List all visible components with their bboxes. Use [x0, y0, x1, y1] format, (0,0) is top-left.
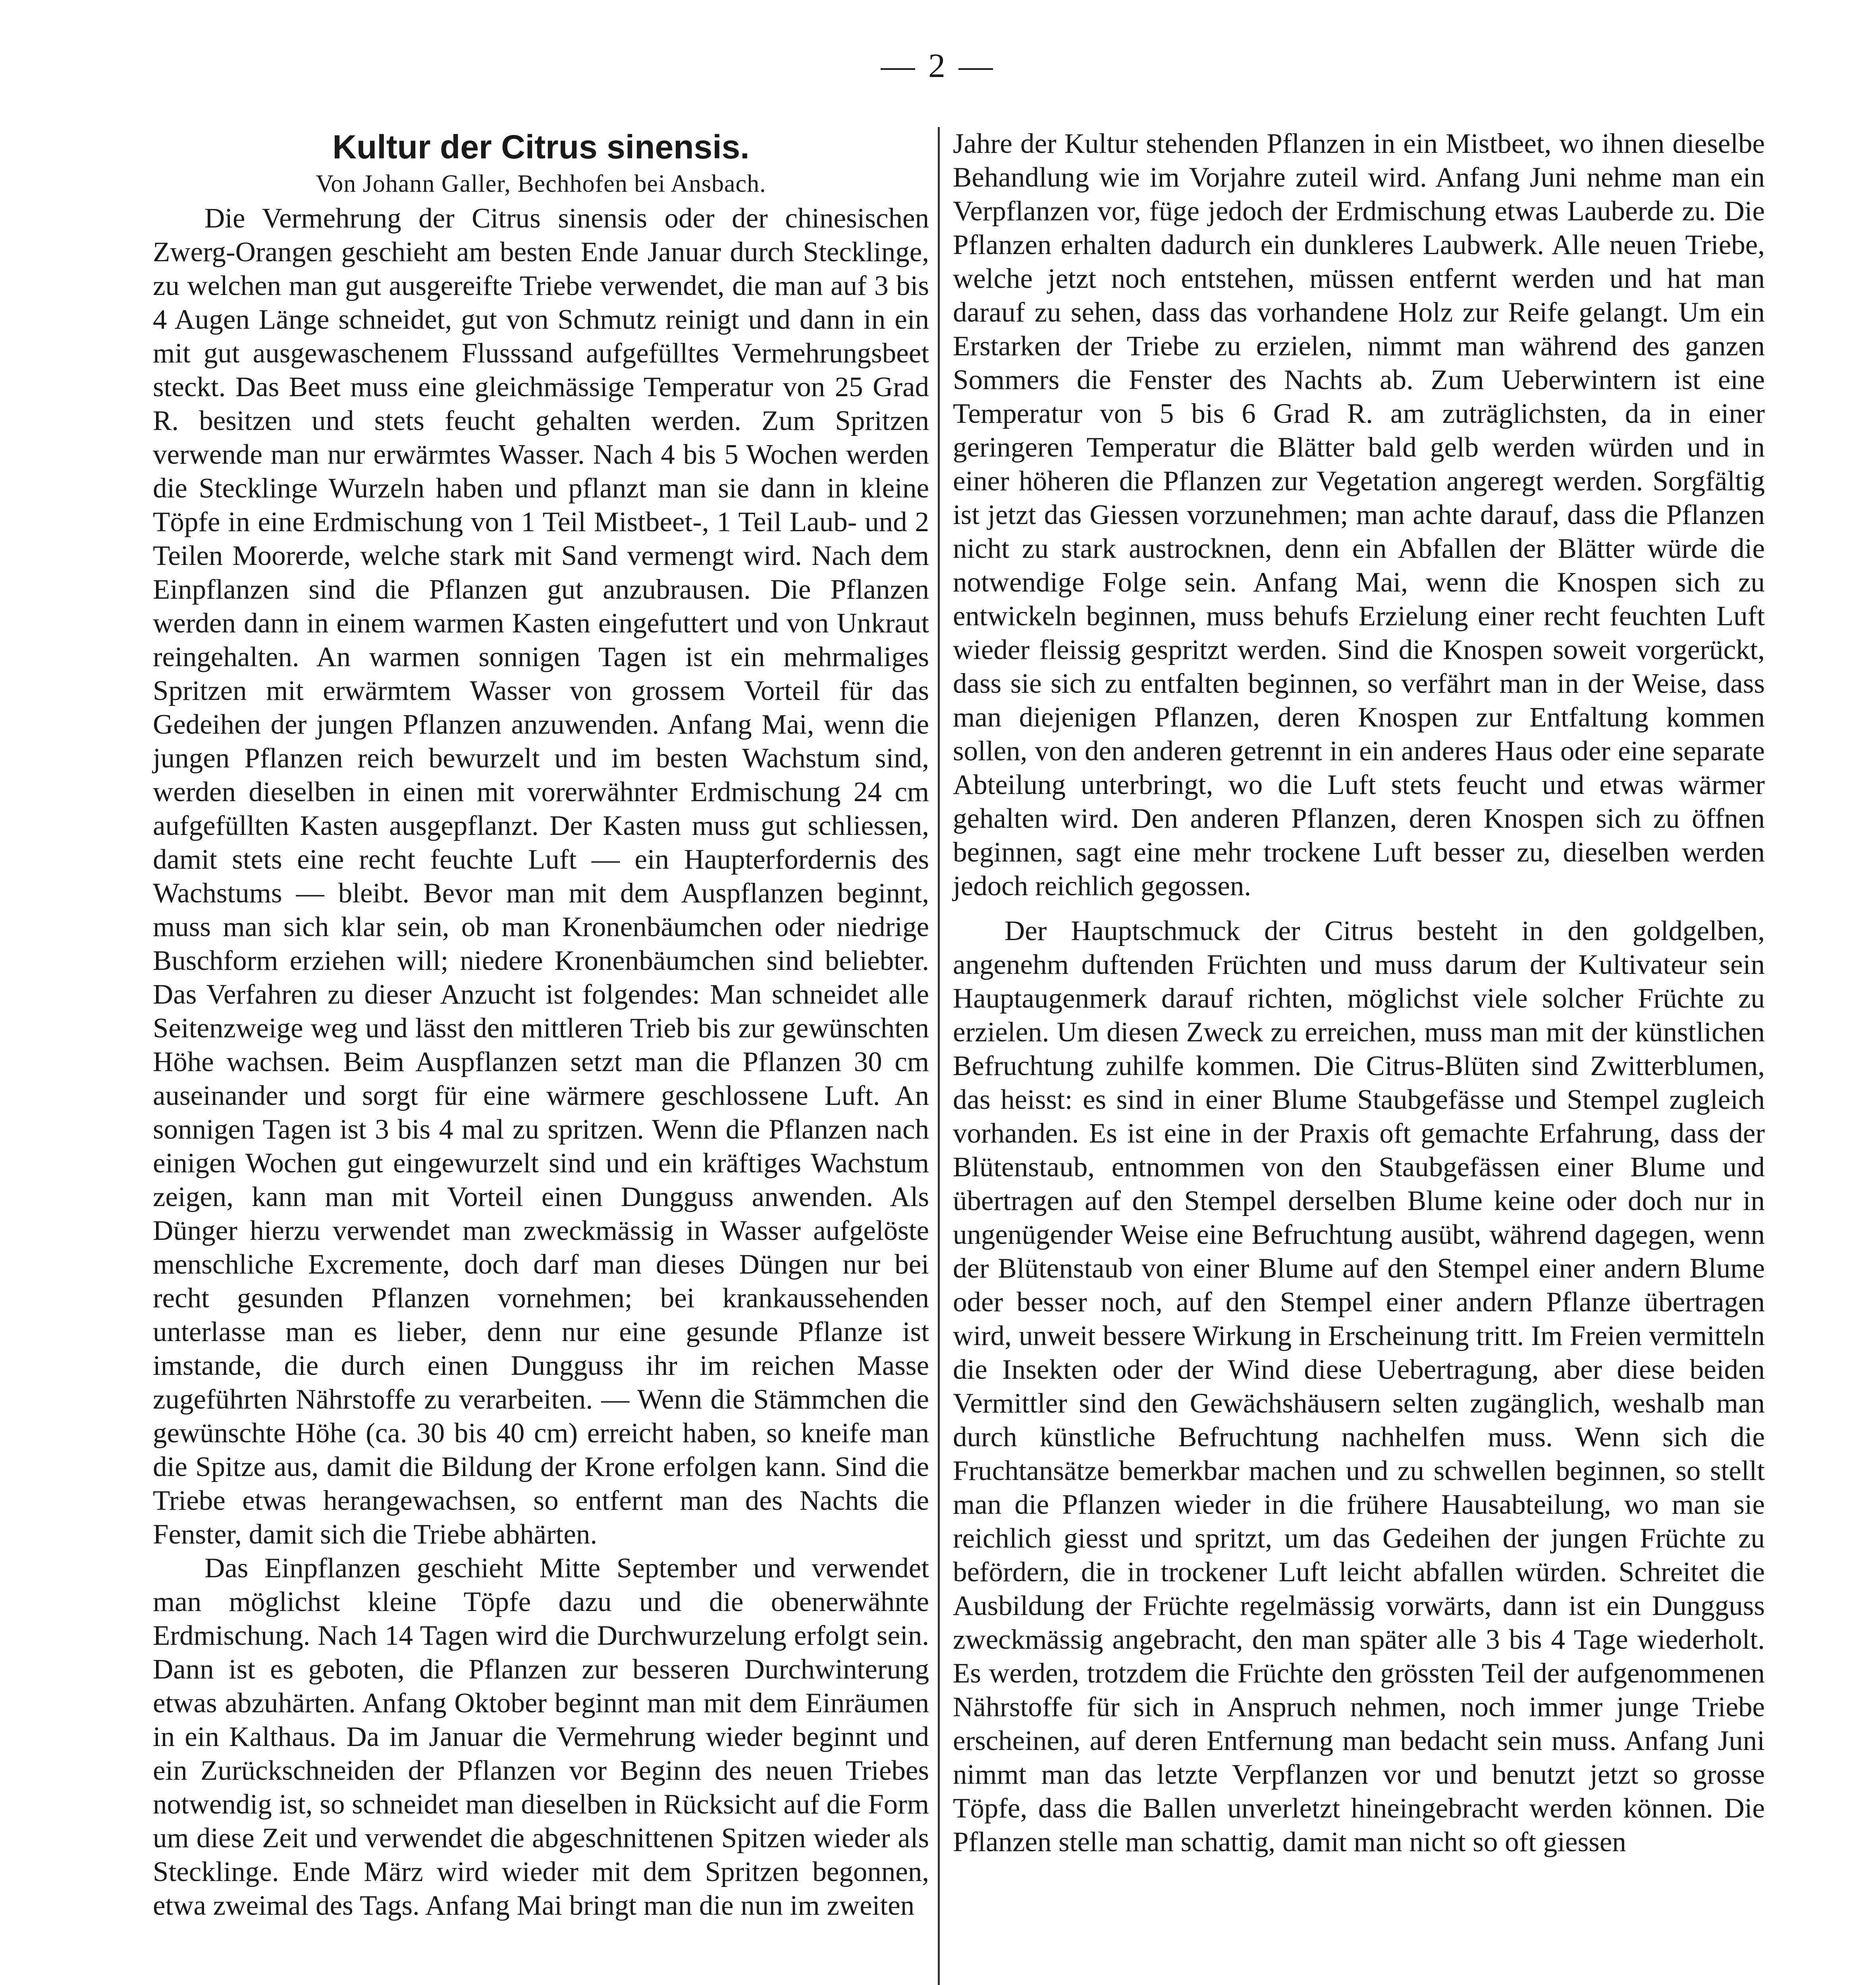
- paragraph: Die Vermehrung der Citrus sinensis oder der chinesischen Zwerg-Orangen geschieht am besten Ende Januar durch Stecklinge, zu welchen man gut ausgereifte Triebe verwendet, die man auf 3 bis 4 Augen Länge schneidet, gut von Schmutz reinigt und dann in ein mit gut ausgewaschenem Flusssand aufgefülltes Vermehrungsbeet steckt. Das Beet muss eine gleichmässige Temperatur von 25 Grad R. besitzen und stets feucht gehalten werden. Zum Spritzen verwende man nur erwärmtes Wasser. Nach 4 bis 5 Wochen werden die Stecklinge Wurzeln haben und pflanzt man sie dann in kleine Töpfe in eine Erdmischung von 1 Teil Mistbeet-, 1 Teil Laub- und 2 Teilen Moorerde, welche stark mit Sand vermengt wird. Nach dem Einpflanzen sind die Pflanzen gut anzubrausen. Die Pflanzen werden dann in einem warmen Kasten eingefuttert und von Unkraut reingehalten. An warmen sonnigen Tagen ist ein mehrmaliges Spritzen mit erwärmtem Wasser von grossem Vorteil für das Gedeihen der jungen Pflanzen anzuwenden. Anfang Mai, wenn die jungen Pflanzen reich bewurzelt und im besten Wachstum sind, werden dieselben in einen mit vorerwähnter Erdmischung 24 cm aufgefüllten Kasten ausgepflanzt. Der Kasten muss gut schliessen, damit stets eine recht feuchte Luft — ein Haupterfordernis des Wachstums — bleibt. Bevor man mit dem Auspflanzen beginnt, muss man sich klar sein, ob man Kronenbäumchen oder niedrige Buschform erziehen will; niedere Kronenbäumchen sind beliebter. Das Verfahren zu dieser Anzucht ist folgendes: Man schneidet alle Seitenzweige weg und lässt den mittleren Trieb bis zur gewünschten Höhe wachsen. Beim Auspflanzen setzt man die Pflanzen 30 cm auseinander und sorgt für eine wärmere geschlossene Luft. An sonnigen Tagen ist 3 bis 4 mal zu spritzen. Wenn die Pflanzen nach einigen Wochen gut eingewurzelt sind und ein kräftiges Wachstum zeigen, kann man mit Vorteil einen Dungguss anwenden. Als Dünger hierzu verwendet man zweckmässig in Wasser aufgelöste menschliche Excremente, doch darf man dieses Düngen nur bei recht gesunden Pflanzen vornehmen; bei krankaussehenden unterlasse man es lieber, denn nur eine gesunde Pflanze ist imstande, die durch einen Dungguss ihr im reichen Masse zugeführten Nährstoffe zu verarbeiten. — Wenn die Stämmchen die gewünschte Höhe (ca. 30 bis 40 cm) erreicht haben, so kneife man die Spitze aus, damit die Bildung der Krone erfolgen kann. Sind die Triebe etwas herangewachsen, so entfernt man des Nachts die Fenster, damit sich die Triebe abhärten.: [153, 203, 929, 1550]
- paragraph: Das Einpflanzen geschieht Mitte September und verwendet man möglichst kleine Töpfe dazu und die obenerwähnte Erdmischung. Nach 14 Tagen wird die Durchwurzelung erfolgt sein. Dann ist es geboten, die Pflanzen zur besseren Durchwinterung etwas abzuhärten. Anfang Oktober beginnt man mit dem Einräumen in ein Kalthaus. Da im Januar die Vermehrung wieder beginnt und ein Zurückschneiden der Pflanzen vor Beginn des neuen Triebes notwendig ist, so schneidet man dieselben in Rücksicht auf die Form um diese Zeit und verwendet die abgeschnittenen Spitzen wieder als Stecklinge. Ende März wird wieder mit dem Spritzen begonnen, etwa zweimal des Tags. Anfang Mai bringt man die nun im zweiten: [153, 1553, 929, 1921]
- article-title: Kultur der Citrus sinensis.: [332, 128, 750, 166]
- article-byline: Von Johann Galler, Bechhofen bei Ansbach.: [316, 170, 766, 197]
- page-number: — 2 —: [881, 46, 995, 85]
- paragraph: Der Hauptschmuck der Citrus besteht in den goldgelben, angenehm duftenden Früchten und muss darum der Kultivateur sein Hauptaugenmerk darauf richten, möglichst viele solcher Früchte zu erzielen. Um diesen Zweck zu erreichen, muss man mit der künstlichen Befruchtung zuhilfe kommen. Die Citrus-Blüten sind Zwitterblumen, das heisst: es sind in einer Blume Staubgefässe und Stempel zugleich vorhanden. Es ist eine in der Praxis oft gemachte Erfahrung, dass der Blütenstaub, entnommen von den Staubgefässen einer Blume und übertragen auf den Stempel derselben Blume keine oder doch nur in ungenügender Weise eine Befruchtung ausübt, während dagegen, wenn der Blütenstaub von einer Blume auf den Stempel einer andern Blume oder besser noch, auf den Stempel einer andern Pflanze übertragen wird, unweit bessere Wirkung in Erscheinung tritt. Im Freien vermitteln die Insekten oder der Wind diese Uebertragung, aber diese beiden Vermittler sind den Gewächshäusern selten zugänglich, weshalb man durch künstliche Befruchtung nachhelfen muss. Wenn sich die Fruchtansätze bemerkbar machen und zu schwellen beginnen, so stellt man die Pflanzen wieder in die frühere Hausabteilung, wo man sie reichlich giesst und spritzt, um das Gedeihen der jungen Früchte zu befördern, die in trockener Luft leicht abfallen würden. Schreitet die Ausbildung der Früchte regelmässig vorwärts, dann ist ein Dungguss zweckmässig angebracht, den man später alle 3 bis 4 Tage wiederholt. Es werden, trotzdem die Früchte den grössten Teil der aufgenommenen Nährstoffe für sich in Anspruch nehmen, noch immer junge Triebe erscheinen, auf deren Entfernung man bedacht sein muss. Anfang Juni nimmt man das letzte Verpflanzen vor und benutzt jetzt so grosse Töpfe, dass die Ballen unverletzt hineingebracht werden können. Die Pflanzen stelle man schattig, damit man nicht so oft giessen: [953, 915, 1765, 1858]
- column-divider: [938, 127, 940, 1985]
- right-column: [953, 127, 1765, 1859]
- left-column: [153, 127, 929, 1923]
- paragraph: Jahre der Kultur stehenden Pflanzen in ein Mistbeet, wo ihnen dieselbe Behandlung wie im Vorjahre zuteil wird. Anfang Juni nehme man ein Verpflanzen vor, füge jedoch der Erdmischung etwas Lauberde zu. Die Pflanzen erhalten dadurch ein dunkleres Laubwerk. Alle neuen Triebe, welche jetzt noch entstehen, müssen entfernt werden und hat man darauf zu sehen, dass das vorhandene Holz zur Reife gelangt. Um ein Erstarken der Triebe zu erzielen, nimmt man während des ganzen Sommers die Fenster des Nachts ab. Zum Ueberwintern ist eine Temperatur von 5 bis 6 Grad R. am zuträglichsten, da in einer geringeren Temperatur die Blätter bald gelb werden würden und in einer höheren die Pflanzen zur Vegetation angeregt werden. Sorgfältig ist jetzt das Giessen vorzunehmen; man achte darauf, dass die Pflanzen nicht zu stark austrocknen, denn ein Abfallen der Blätter würde die notwendige Folge sein. Anfang Mai, wenn die Knospen sich zu entwickeln beginnen, muss behufs Erzielung einer recht feuchten Luft wieder fleissig gespritzt werden. Sind die Knospen soweit vorgerückt, dass sie sich zu entfalten beginnen, so verfährt man in der Weise, dass man diejenigen Pflanzen, deren Knospen zur Entfaltung kommen sollen, von den anderen getrennt in ein anderes Haus oder eine separate Abteilung unterbringt, wo die Luft stets feucht und etwas wärmer gehalten wird. Den anderen Pflanzen, deren Knospen sich zu öffnen beginnen, sagt eine mehr trockene Luft besser zu, dieselben werden jedoch reichlich gegossen.: [953, 128, 1765, 902]
